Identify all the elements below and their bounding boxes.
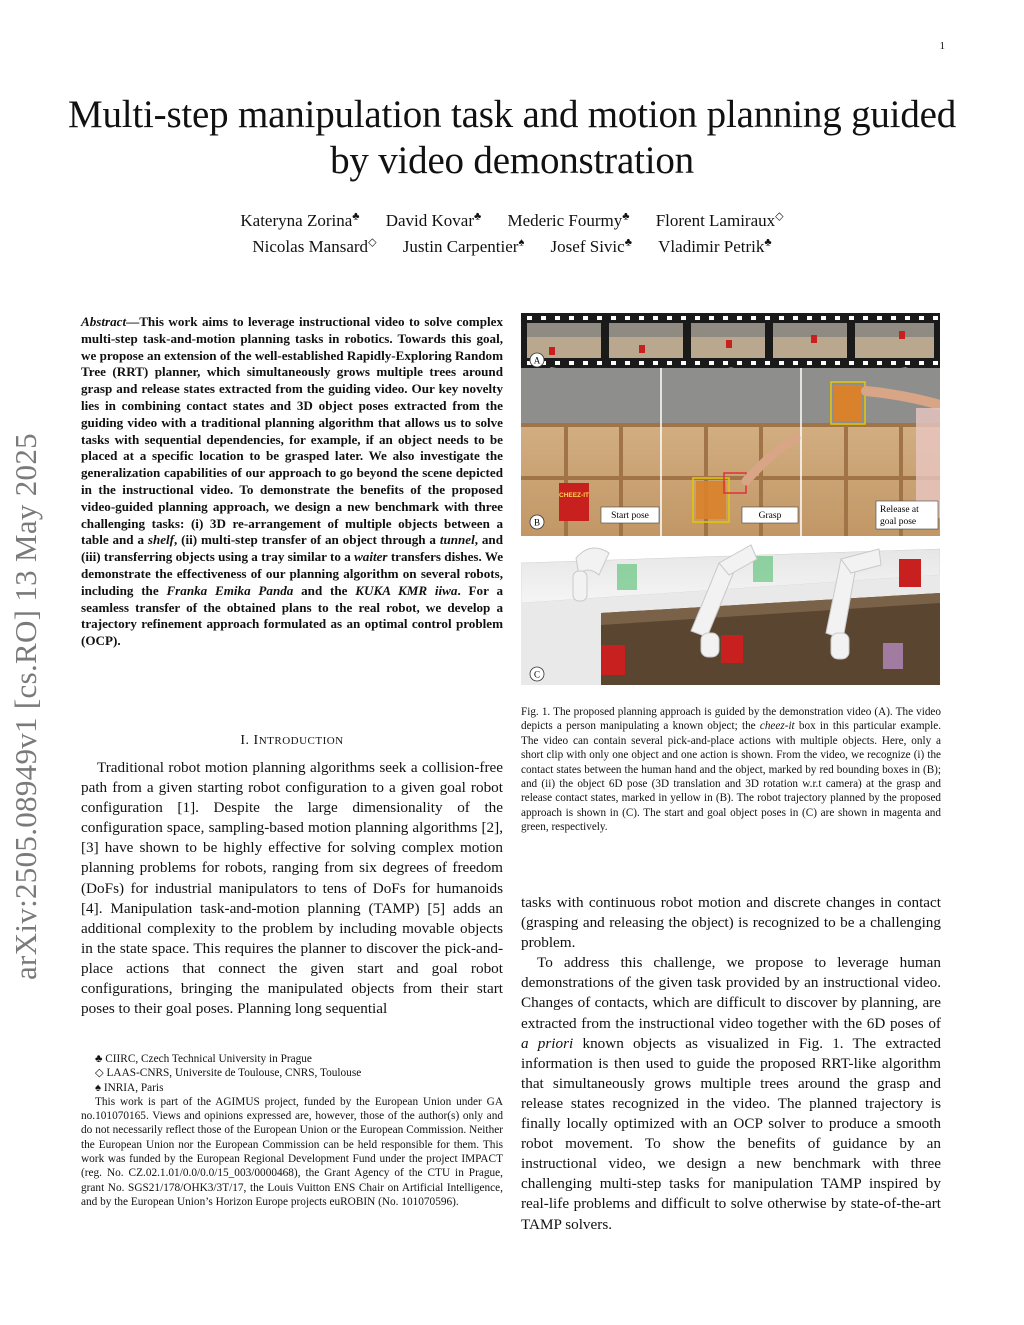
panel-c-label: C — [533, 669, 541, 680]
goal-pose-ghost — [617, 564, 637, 590]
film-frames — [527, 323, 934, 358]
label-release-line1: Release at — [880, 505, 919, 515]
footnotes — [81, 1052, 503, 1209]
author: Nicolas Mansard◇ — [252, 236, 377, 257]
panel-c-simulation — [521, 536, 940, 685]
intro-text — [81, 758, 503, 1019]
affiliation: ◇ LAAS-CNRS, Universite de Toulouse, CNRS, Toulouse — [95, 1067, 362, 1080]
arxiv-stamp: arXiv:2505.08949v1 [cs.RO] 13 May 2025 — [8, 433, 43, 980]
figure-illustration — [521, 313, 940, 685]
abstract-label: Abstract — [81, 314, 127, 329]
author: Mederic Fourmy♣ — [507, 210, 630, 230]
section-heading: I. INTRODUCTION — [240, 733, 344, 748]
panel-a-label: A — [533, 355, 541, 366]
paragraph: Traditional robot motion planning algorithms seek a collision-free path from a given starting robot configuration to a given goal robot configuration [1]. Despite the large dimensionality of the configuration space, sampling-based motion planning algorithms [2], [3] have shown to be highly effective for solving complex motion planning problems for robots, ranging from six degrees of freedom (DoFs) for industrial manipulators to tens of DoFs for humanoids [4]. Manipulation task-and-motion planning (TAMP) [5] adds an additional complexity to the problem by including movable objects in the state space. This requires the planner to discover the pick-and-place actions that connect the given start and goal robot configurations, bringing the manipulated objects from their start poses to their goal poses. Planning long sequential — [81, 759, 503, 1018]
funding-note: This work is part of the AGIMUS project, funded by the European Union under GA no.101070165. Views and opinions expressed are, however, those of the author(s) only and do not necessarily reflect those of the European Union or the European Commission. Neither the European Union nor the European Commission can be held responsible for them. This work was funded by the European Regional Development Fund under the project IMPACT (reg. No. CZ.02.1.01/0.0/0.0/15_003/0000468), the Grant Agency of the CTU in Prague, grant No. SGS21/178/OHK3/3T/17, the Louis Vuitton ENS Chair on Artificial Intelligence, and by the European Union’s Horizon Europe projects euROBIN (No. 101070596). — [81, 1095, 503, 1208]
abstract: Abstract—This work aims to leverage instructional video to solve complex multi-step task-and-motion planning tasks in robotics. Towards this goal, we propose an extension of the well-established Rapidly-Exploring Random Tree (RRT) planner, which simultaneously grows multiple trees around grasp and release states extracted from the guiding video. Our key novelty lies in combining contact states and 3D object poses extracted from the guiding video with a traditional planning algorithm that allows us to solve tasks with sequential dependencies, for example, if an object needs to be placed at a specific location to be grasped later. We also investigate the generalization capabilities of our approach to go beyond the scene depicted in the instructional video. To demonstrate the benefits of the proposed video-guided planning approach, we design a new benchmark with three challenging tasks: (i) 3D re-arrangement of multiple objects between a table and a shelf, (ii) multi-step transfer of an object through a tunnel, and (iii) transferring objects using a tray similar to a waiter transfers dishes. We demonstrate the effectiveness of our planning algorithm on several robots, including the Franka Emika Panda and the KUKA KMR iiwa. For a seamless transfer of the obtained plans to the real robot, we develop a trajectory refinement approach formulated as an optimal control problem (OCP). — [81, 314, 504, 649]
figure-1 — [521, 313, 940, 685]
figure-caption: Fig. 1. The proposed planning approach is guided by the demonstration video (A). The video depicts a person manipulating a known object; the cheez-it box in this particular example. The video can contain several pick-and-place actions with multiple objects. Here, only a short clip with only one object and one action is shown. From the video, we recognize (i) the contact states between the human hand and the object, marked by red bounding boxes in (B); and (ii) the object 6D pose (3D translation and 3D rotation w.r.t camera) at the grasp and release contact states, marked in yellow in (B). The robot trajectory planned by the proposed approach is shown in (C). The start and goal object poses in (C) are shown in magenta and green, respectively. — [521, 706, 942, 834]
author: Justin Carpentier♠ — [402, 236, 525, 257]
cheezit-box-grasp — [696, 481, 726, 519]
author: David Kovar♣ — [385, 210, 482, 230]
cheezit-box-sim — [601, 645, 625, 675]
panel-b-label: B — [533, 517, 541, 528]
author: Kateryna Zorina♣ — [240, 210, 360, 230]
author-list — [60, 205, 964, 258]
paragraph: To address this challenge, we propose to leverage human demonstrations of the given task provided by an instructional video. Changes of contacts, which are difficult to discover by planning, are extracted from the instructional video together with the 6D poses of a priori known objects as visualized in Fig. 1. The extracted information is then used to guide the proposed RRT-like algorithm that simultaneously grows multiple trees around the grasp and release states recognized in the video. The planned trajectory is finally locally optimized with an OCP solver to produce a smooth robot movement. To show the benefits of guidance by an instructional video, we design a new benchmark with three challenging multi-step tasks for manipulation TAMP inspired by real-life problems and difficult to solve otherwise by state-of-the-art TAMP solvers. — [521, 954, 941, 1233]
cheezit-box-release — [834, 385, 862, 421]
box-label: CHEEZ-IT — [559, 492, 589, 499]
label-release-line2: goal pose — [880, 517, 917, 527]
author: Florent Lamiraux◇ — [655, 210, 784, 230]
start-pose-ghost — [883, 643, 903, 669]
page-number: 1 — [939, 40, 945, 52]
affiliation: ♠ INRIA, Paris — [95, 1081, 164, 1094]
right-column-text — [521, 893, 941, 1235]
author: Josef Sivic♣ — [550, 236, 632, 257]
author: Vladimir Petrik♣ — [658, 236, 772, 257]
paragraph: tasks with continuous robot motion and discrete changes in contact (grasping and releasing the object) is recognized to be a challenging problem. — [521, 894, 941, 952]
cheezit-box-start — [559, 483, 589, 521]
label-start-pose: Start pose — [611, 511, 649, 521]
panel-b-photos — [521, 368, 940, 536]
paper-title: Multi-step manipulation task and motion planning guided by video demonstration — [67, 93, 957, 182]
label-grasp: Grasp — [758, 511, 782, 521]
affiliation: ♣ CIIRC, Czech Technical University in Prague — [95, 1053, 312, 1065]
